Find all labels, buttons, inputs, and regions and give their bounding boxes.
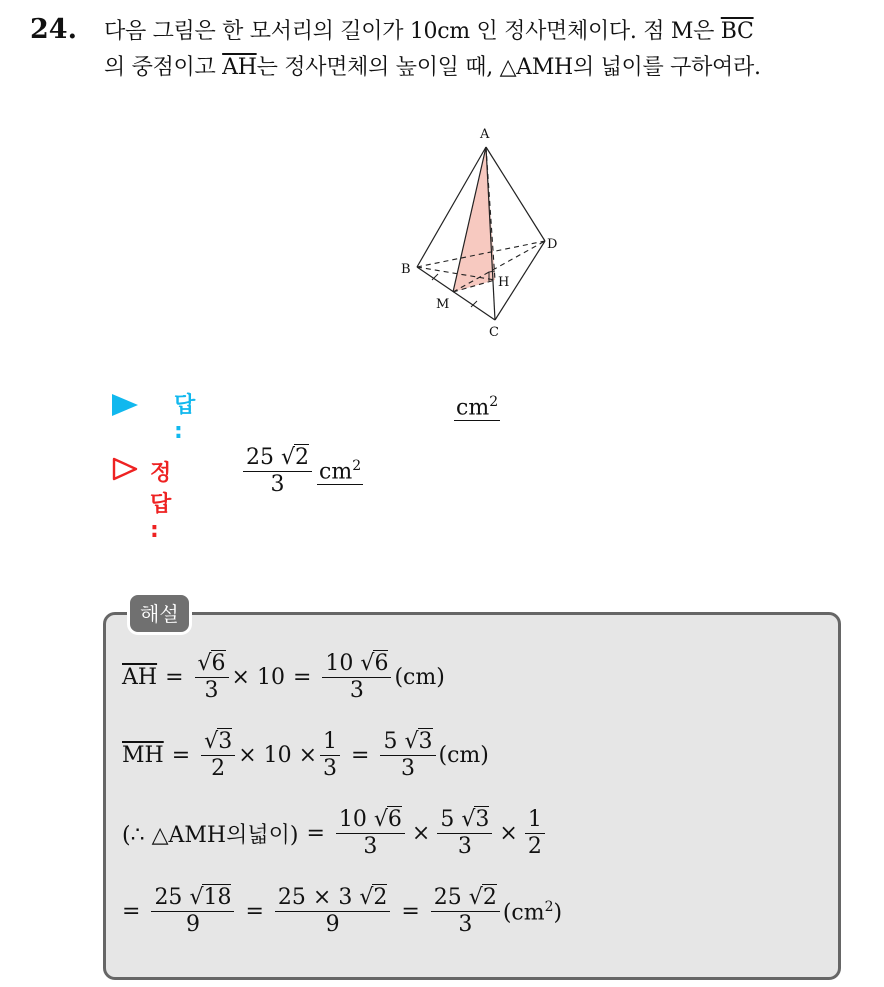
label-c: C [489,325,499,340]
l4-unit-close: ) [553,899,563,925]
l3-lhs: (∴ △AMH의넓이) [122,823,299,849]
question-line-1 [104,14,754,45]
l3-f1-coef: 10 [338,807,367,832]
l1-mult: × 10 [231,665,285,691]
l3-frac-1: $\frac{10 √6}{3}$ [336,808,405,859]
l2-f3-rad: 3 [418,729,433,754]
l1-f2-coef: 10 [325,651,354,676]
l2-f2-num: 1 [320,730,340,756]
l1-f1-den: 3 [204,678,219,704]
l1-unit: (cm) [394,665,445,691]
question-text-2a: 의 중점이고 [104,55,223,80]
l4-unit [503,899,562,925]
correct-den: 3 [270,472,285,498]
l1-lhs: $\overline{AH}$ [122,665,158,691]
l3-f1-den: 3 [363,834,378,860]
question-text-1: 다음 그림은 한 모서리의 길이가 10cm 인 정사면체이다. 점 M은 [104,19,721,44]
correct-label: 정답 : [150,461,173,543]
l4-f1-den: 9 [185,912,200,938]
play-icon [112,394,138,416]
question-line-2 [104,50,761,81]
play-outline-icon [112,457,138,481]
l2-frac-1: $\frac{√3}{2}$ [201,730,235,781]
l4-f3-den: 3 [458,912,473,938]
l1-frac-2: $\frac{10 √6}{3}$ [322,652,391,703]
label-h: H [498,275,510,290]
l4-frac-1: $\frac{25 √18}{9}$ [151,886,234,937]
l3-f1-rad: 6 [387,807,402,832]
l1-f1-num: 6 [211,651,226,676]
correct-fraction: $\frac{25 √2}{3}$ [243,446,312,497]
answer-label: 답 : [174,393,198,444]
solution-line-2: $\overline{MH}$ = $\frac{√3}{2}$ × 10 × $\frac{1}{3}$ = $\frac{5 √3}{3}$ (cm) [122,729,489,782]
l3-f3-den: 2 [527,834,542,860]
l2-f3-den: 3 [401,756,415,782]
question-text-2b: 는 정사면체의 높이일 때, △AMH의 넓이를 구하여라. [256,55,761,80]
label-b: B [401,262,411,277]
edge-ad [486,147,545,241]
l4-frac-2: $\frac{25 \times 3 √2}{9}$ [275,886,390,937]
correct-unit [317,458,363,485]
l2-mult: × 10 × [238,743,318,769]
l2-frac-3: $\frac{5 √3}{3}$ [380,730,435,781]
question-number: 24. [30,14,77,45]
solution-line-4: = $\frac{25 √18}{9}$ = $\frac{25 \times 3 √2}{9}$ = $\frac{25 √2}{3}$ $(cm^2)$ [122,885,563,938]
l3-frac-3 [525,808,545,859]
l1-frac-1: $\frac{√6}{3}$ [195,652,229,703]
solution-tab: 해설 [127,592,192,635]
l2-f2-den: 3 [323,756,338,782]
l3-f2-rad: 3 [475,807,490,832]
l3-frac-2: $\frac{5 √3}{3}$ [437,808,492,859]
correct-answer [240,446,363,497]
l4-f1-coef: 25 [154,885,183,910]
correct-unit-text: cm [319,459,353,485]
tetrahedron-figure [388,120,578,345]
l4-f2-rad: 2 [373,885,388,910]
l4-frac-3: $\frac{25 √2}{3}$ [431,886,500,937]
l2-f1-den: 2 [211,756,226,782]
correct-rad: 2 [295,445,310,470]
l2-f1-num: 3 [218,729,233,754]
l4-f1-rad: 18 [203,885,232,910]
l4-f3-rad: 2 [482,885,497,910]
l3-f2-den: 3 [457,834,472,860]
segment-bc: $\overline{BC}$ [720,19,754,44]
l2-unit: (cm) [438,743,489,769]
l4-f3-coef: 25 [433,885,462,910]
answer-unit: cm [456,395,490,421]
l2-lhs: $\overline{MH}$ [122,743,164,769]
label-a: A [480,127,490,142]
l4-unit-text: (cm [502,899,545,925]
label-d: D [547,237,558,252]
answer-blank[interactable] [454,394,500,421]
l2-f3-coef: 5 [383,729,398,754]
answer-row [112,393,198,444]
l3-f3-num: 1 [525,808,545,834]
l1-f2-den: 3 [349,678,364,704]
answer-unit-exp: 2 [489,394,499,410]
segment-ah: $\overline{AH}$ [222,55,257,80]
correct-coef: 25 [246,445,274,470]
solution-line-3: (∴ △AMH의넓이) = $\frac{10 √6}{3}$ × $\frac{5 √3}{3}$ × $\frac{1}{2}$ [122,808,548,859]
l2-frac-2 [320,730,340,781]
l3-f2-coef: 5 [440,807,455,832]
correct-unit-exp: 2 [352,458,362,475]
l4-f2-num: 25 × 3 [277,885,353,910]
l4-unit-exp: 2 [544,898,554,915]
label-m: M [436,297,450,312]
l4-f2-den: 9 [325,912,340,938]
solution-line-1: $\overline{AH}$ = $\frac{√6}{3}$ × 10 = $\frac{10 √6}{3}$ (cm) [122,651,445,704]
l1-f2-rad: 6 [374,651,389,676]
